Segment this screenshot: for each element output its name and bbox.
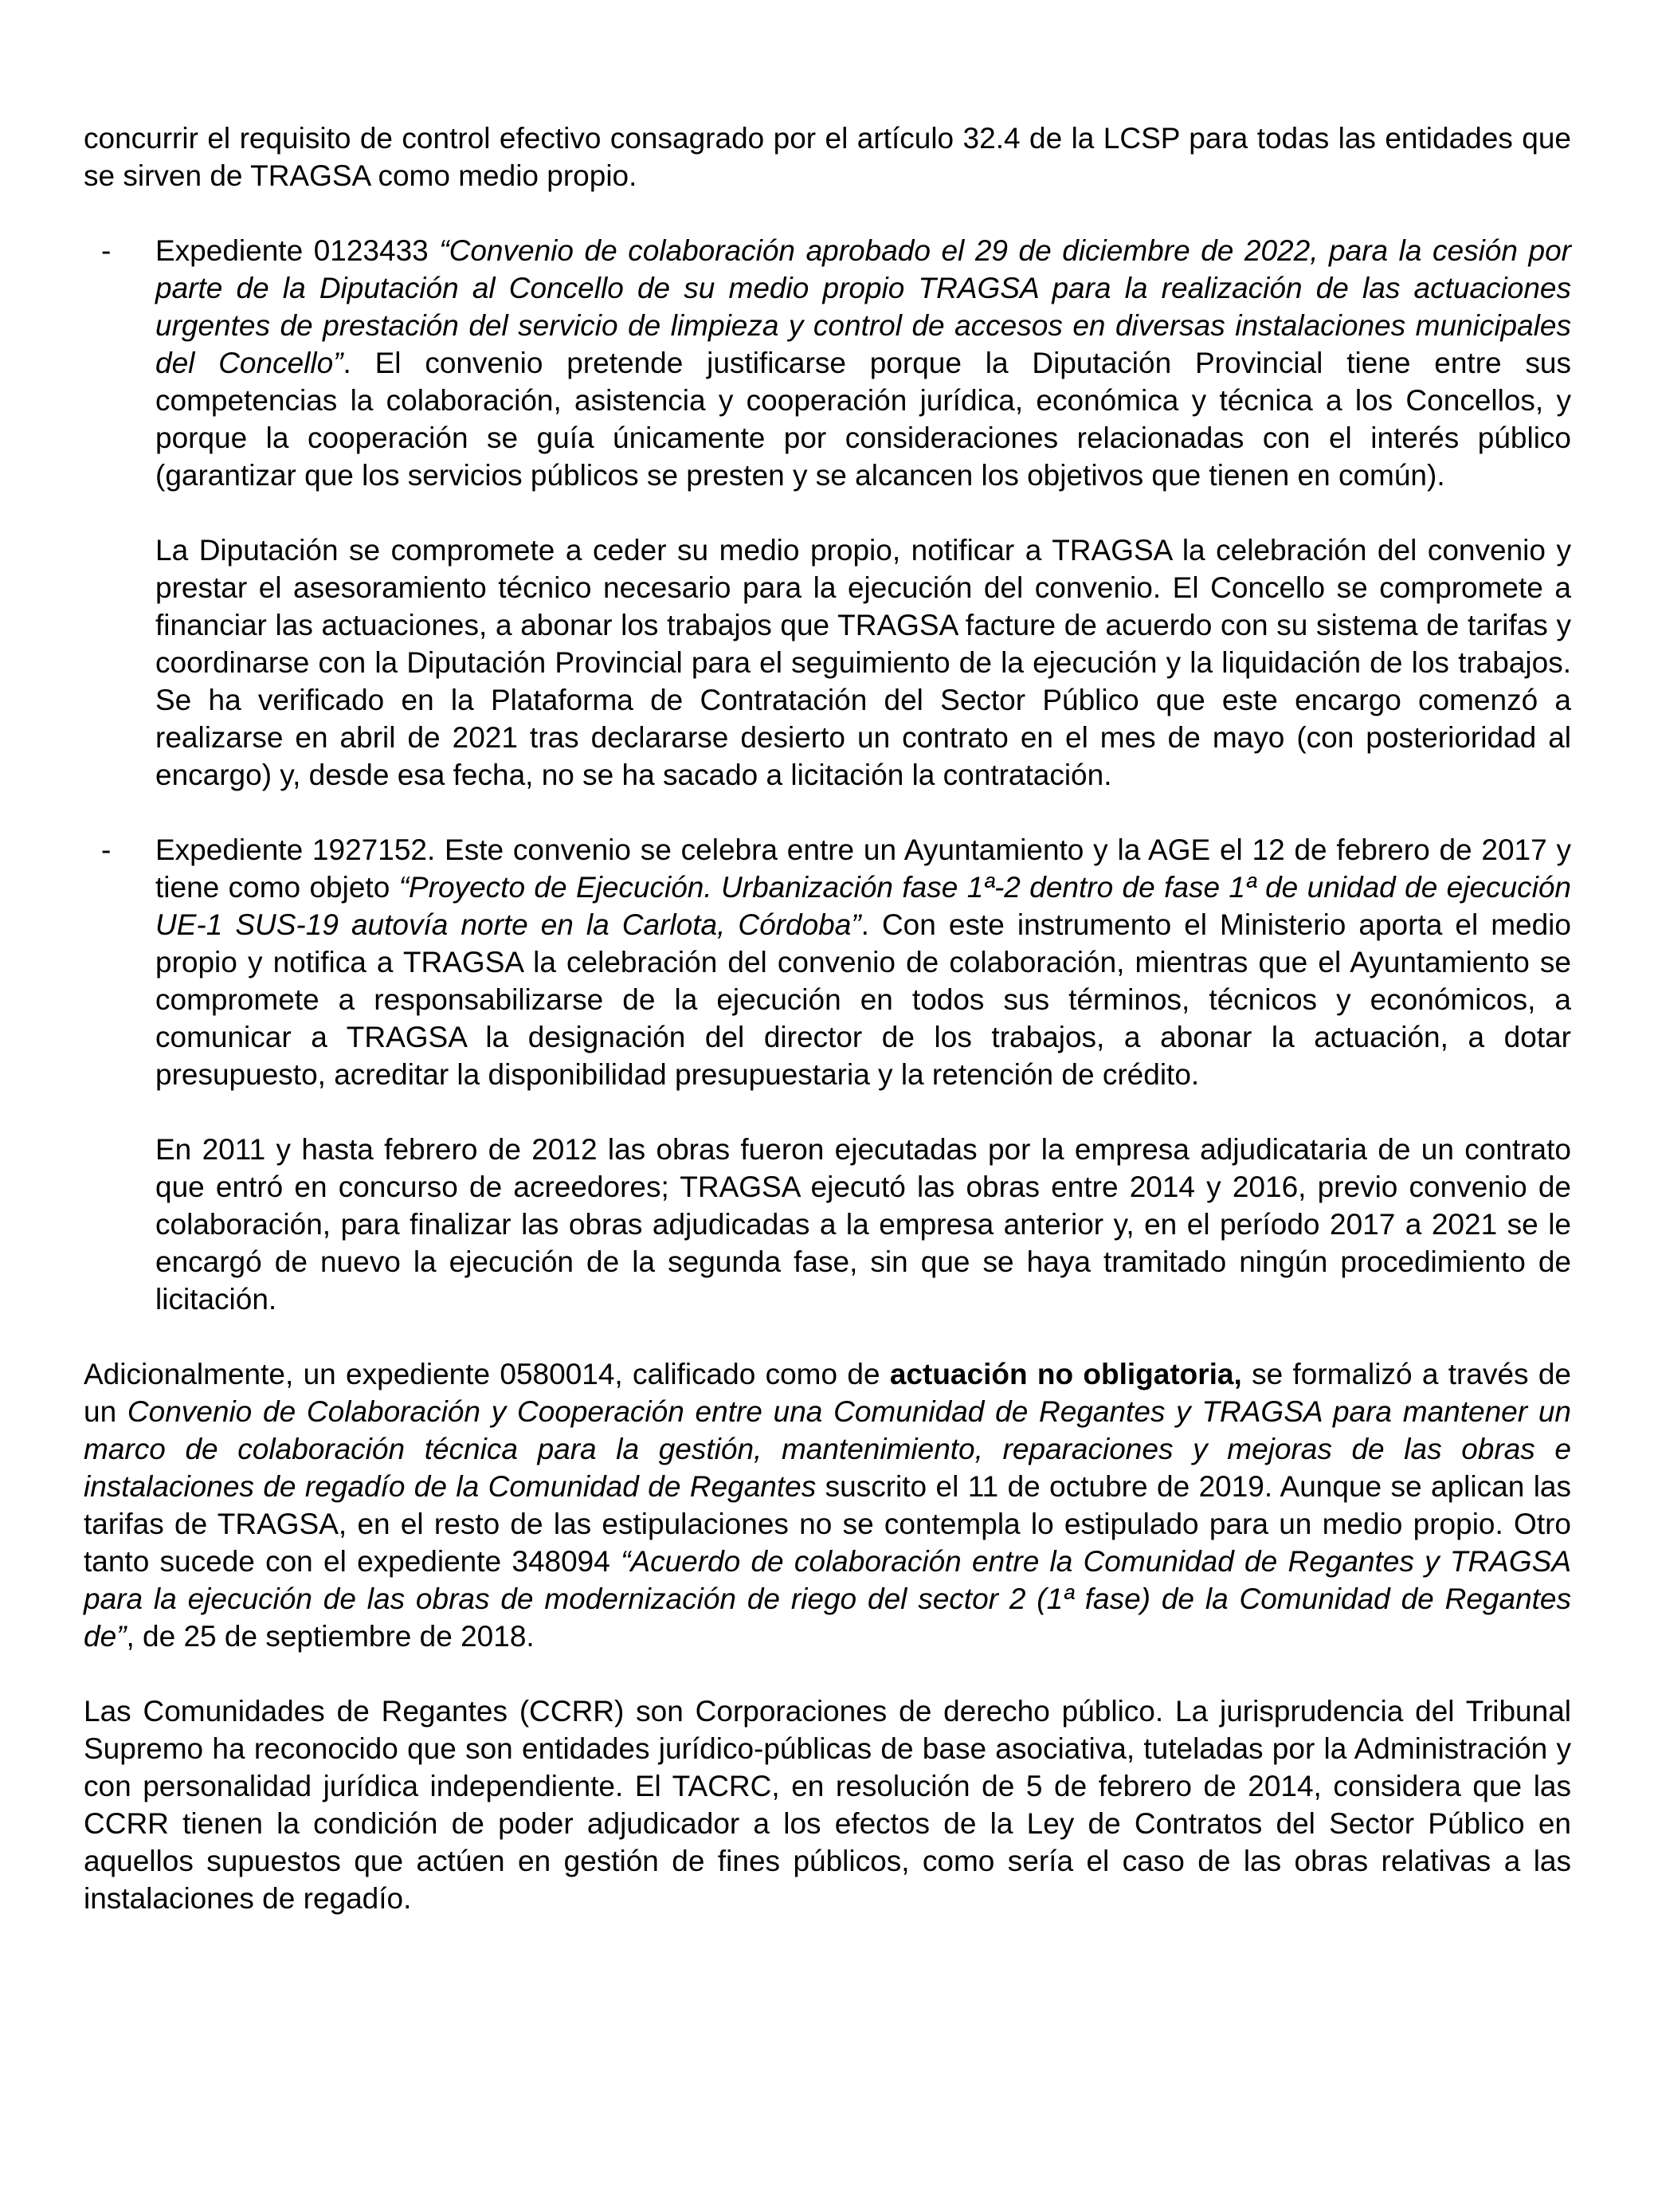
text-run-normal: . El convenio pretende justificarse porque la Diputación Provincial tiene entre sus competencias la colaboración, asistencia y cooperación jurídica, económica y técnica a los Concellos, y porque la cooperación se guía únicamente por consideraciones relacionadas con el interés público (garantizar que los servicios públicos se presten y se alcancen los objetivos que tienen en común). [155,347,1571,492]
text-run-italic: “Acuerdo de colaboración entre la Comunidad de Regantes y TRAGSA para la ejecución de las obras de modernización de riego del sector 2 (1ª fase) de la Comunidad de Regantes de” [84,1545,1572,1653]
text-run-italic: “Convenio de colaboración aprobado el 29 de diciembre de 2022, para la cesión por parte de la Diputación al Concello de su medio propio TRAGSA para la realización de las actuaciones urgentes de prestación del servicio de limpieza y control de accesos en diversas instalaciones municipales del Concello” [155,234,1571,379]
intro-paragraph [84,120,1571,194]
text-run-normal: suscrito el 11 de octubre de 2019. Aunque se aplican las tarifas de TRAGSA, en el resto de las estipulaciones no se contempla lo estipulado para un medio propio. Otro tanto sucede con el expediente 348094 [84,1470,1571,1578]
text-run-normal: se formalizó a través de un [84,1358,1571,1428]
expediente-0123433-item-text [155,232,1571,494]
text-run-normal: concurrir el requisito de control efectivo consagrado por el artículo 32.4 de la LCSP para todas las entidades que se sirven de TRAGSA como medio propio. [84,122,1571,192]
text-run-normal: Las Comunidades de Regantes (CCRR) son Corporaciones de derecho público. La jurisprudencia del Tribunal Supremo ha reconocido que son entidades jurídico-públicas de base asociativa, tuteladas por la Administración y con personalidad jurídica independiente. El TACRC, en resolución de 5 de febrero de 2014, considera que las CCRR tienen la condición de poder adjudicador a los efectos de la Ley de Contratos del Sector Público en aquellos supuestos que actúen en gestión de fines públicos, como sería el caso de las obras relativas a las instalaciones de regadío. [84,1695,1571,1915]
text-run-italic: “Proyecto de Ejecución. Urbanización fase 1ª-2 dentro de fase 1ª de unidad de ejecución UE-1 SUS-19 autovía norte en la Carlota, Córdoba” [155,871,1571,941]
text-run-normal: En 2011 y hasta febrero de 2012 las obras fueron ejecutadas por la empresa adjudicataria de un contrato que entró en concurso de acreedores; TRAGSA ejecutó las obras entre 2014 y 2016, previo convenio de colaboración, para finalizar las obras adjudicadas a la empresa anterior y, en el período 2017 a 2021 se le encargó de nuevo la ejecución de la segunda fase, sin que se haya tramitado ningún procedimiento de licitación. [155,1133,1571,1316]
text-run-normal: , de 25 de septiembre de 2018. [126,1620,535,1653]
list-marker: - [101,234,112,267]
expediente-0123433-detail [155,531,1571,794]
expediente-1927152-detail [155,1131,1571,1318]
text-run-normal: Adicionalmente, un expediente 0580014, calificado como de [84,1358,890,1390]
text-run-normal: . Con este instrumento el Ministerio aporta el medio propio y notifica a TRAGSA la celebración del convenio de colaboración, mientras que el Ayuntamiento se compromete a responsabilizarse de la ejecución en todos sus términos, técnicos y económicos, a comunicar a TRAGSA la designación del director de los trabajos, a abonar la actuación, a dotar presupuesto, acreditar la disponibilidad presupuestaria y la retención de crédito. [155,908,1571,1091]
text-run-bold: actuación no obligatoria, [889,1358,1242,1390]
text-run-normal: La Diputación se compromete a ceder su medio propio, notificar a TRAGSA la celebración del convenio y prestar el asesoramiento técnico necesario para la ejecución del convenio. El Concello se compromete a financiar las actuaciones, a abonar los trabajos que TRAGSA facture de acuerdo con su sistema de tarifas y coordinarse con la Diputación Provincial para el seguimiento de la ejecución y la liquidación de los trabajos. Se ha verificado en la Plataforma de Contratación del Sector Público que este encargo comenzó a realizarse en abril de 2021 tras declararse desierto un contrato en el mes de mayo (con posterioridad al encargo) y, desde esa fecha, no se ha sacado a licitación la contratación. [155,534,1571,791]
text-run-normal: Expediente 1927152. Este convenio se celebra entre un Ayuntamiento y la AGE el 12 de febrero de 2017 y tiene como objeto [155,833,1571,904]
expediente-1927152-item [84,831,1571,1093]
expediente-0580014-paragraph [84,1355,1571,1655]
text-run-normal: Expediente 0123433 [155,234,440,267]
expediente-1927152-item-text [155,831,1571,1093]
list-marker: - [101,833,112,866]
expediente-0123433-item [84,232,1571,494]
text-run-italic: Convenio de Colaboración y Cooperación entre una Comunidad de Regantes y TRAGSA para mantener un marco de colaboración técnica para la gestión, mantenimiento, reparaciones y mejoras de las obras e instalaciones de regadío de la Comunidad de Regantes [84,1395,1571,1503]
document-content [84,120,1571,1955]
ccrr-paragraph [84,1692,1571,1917]
